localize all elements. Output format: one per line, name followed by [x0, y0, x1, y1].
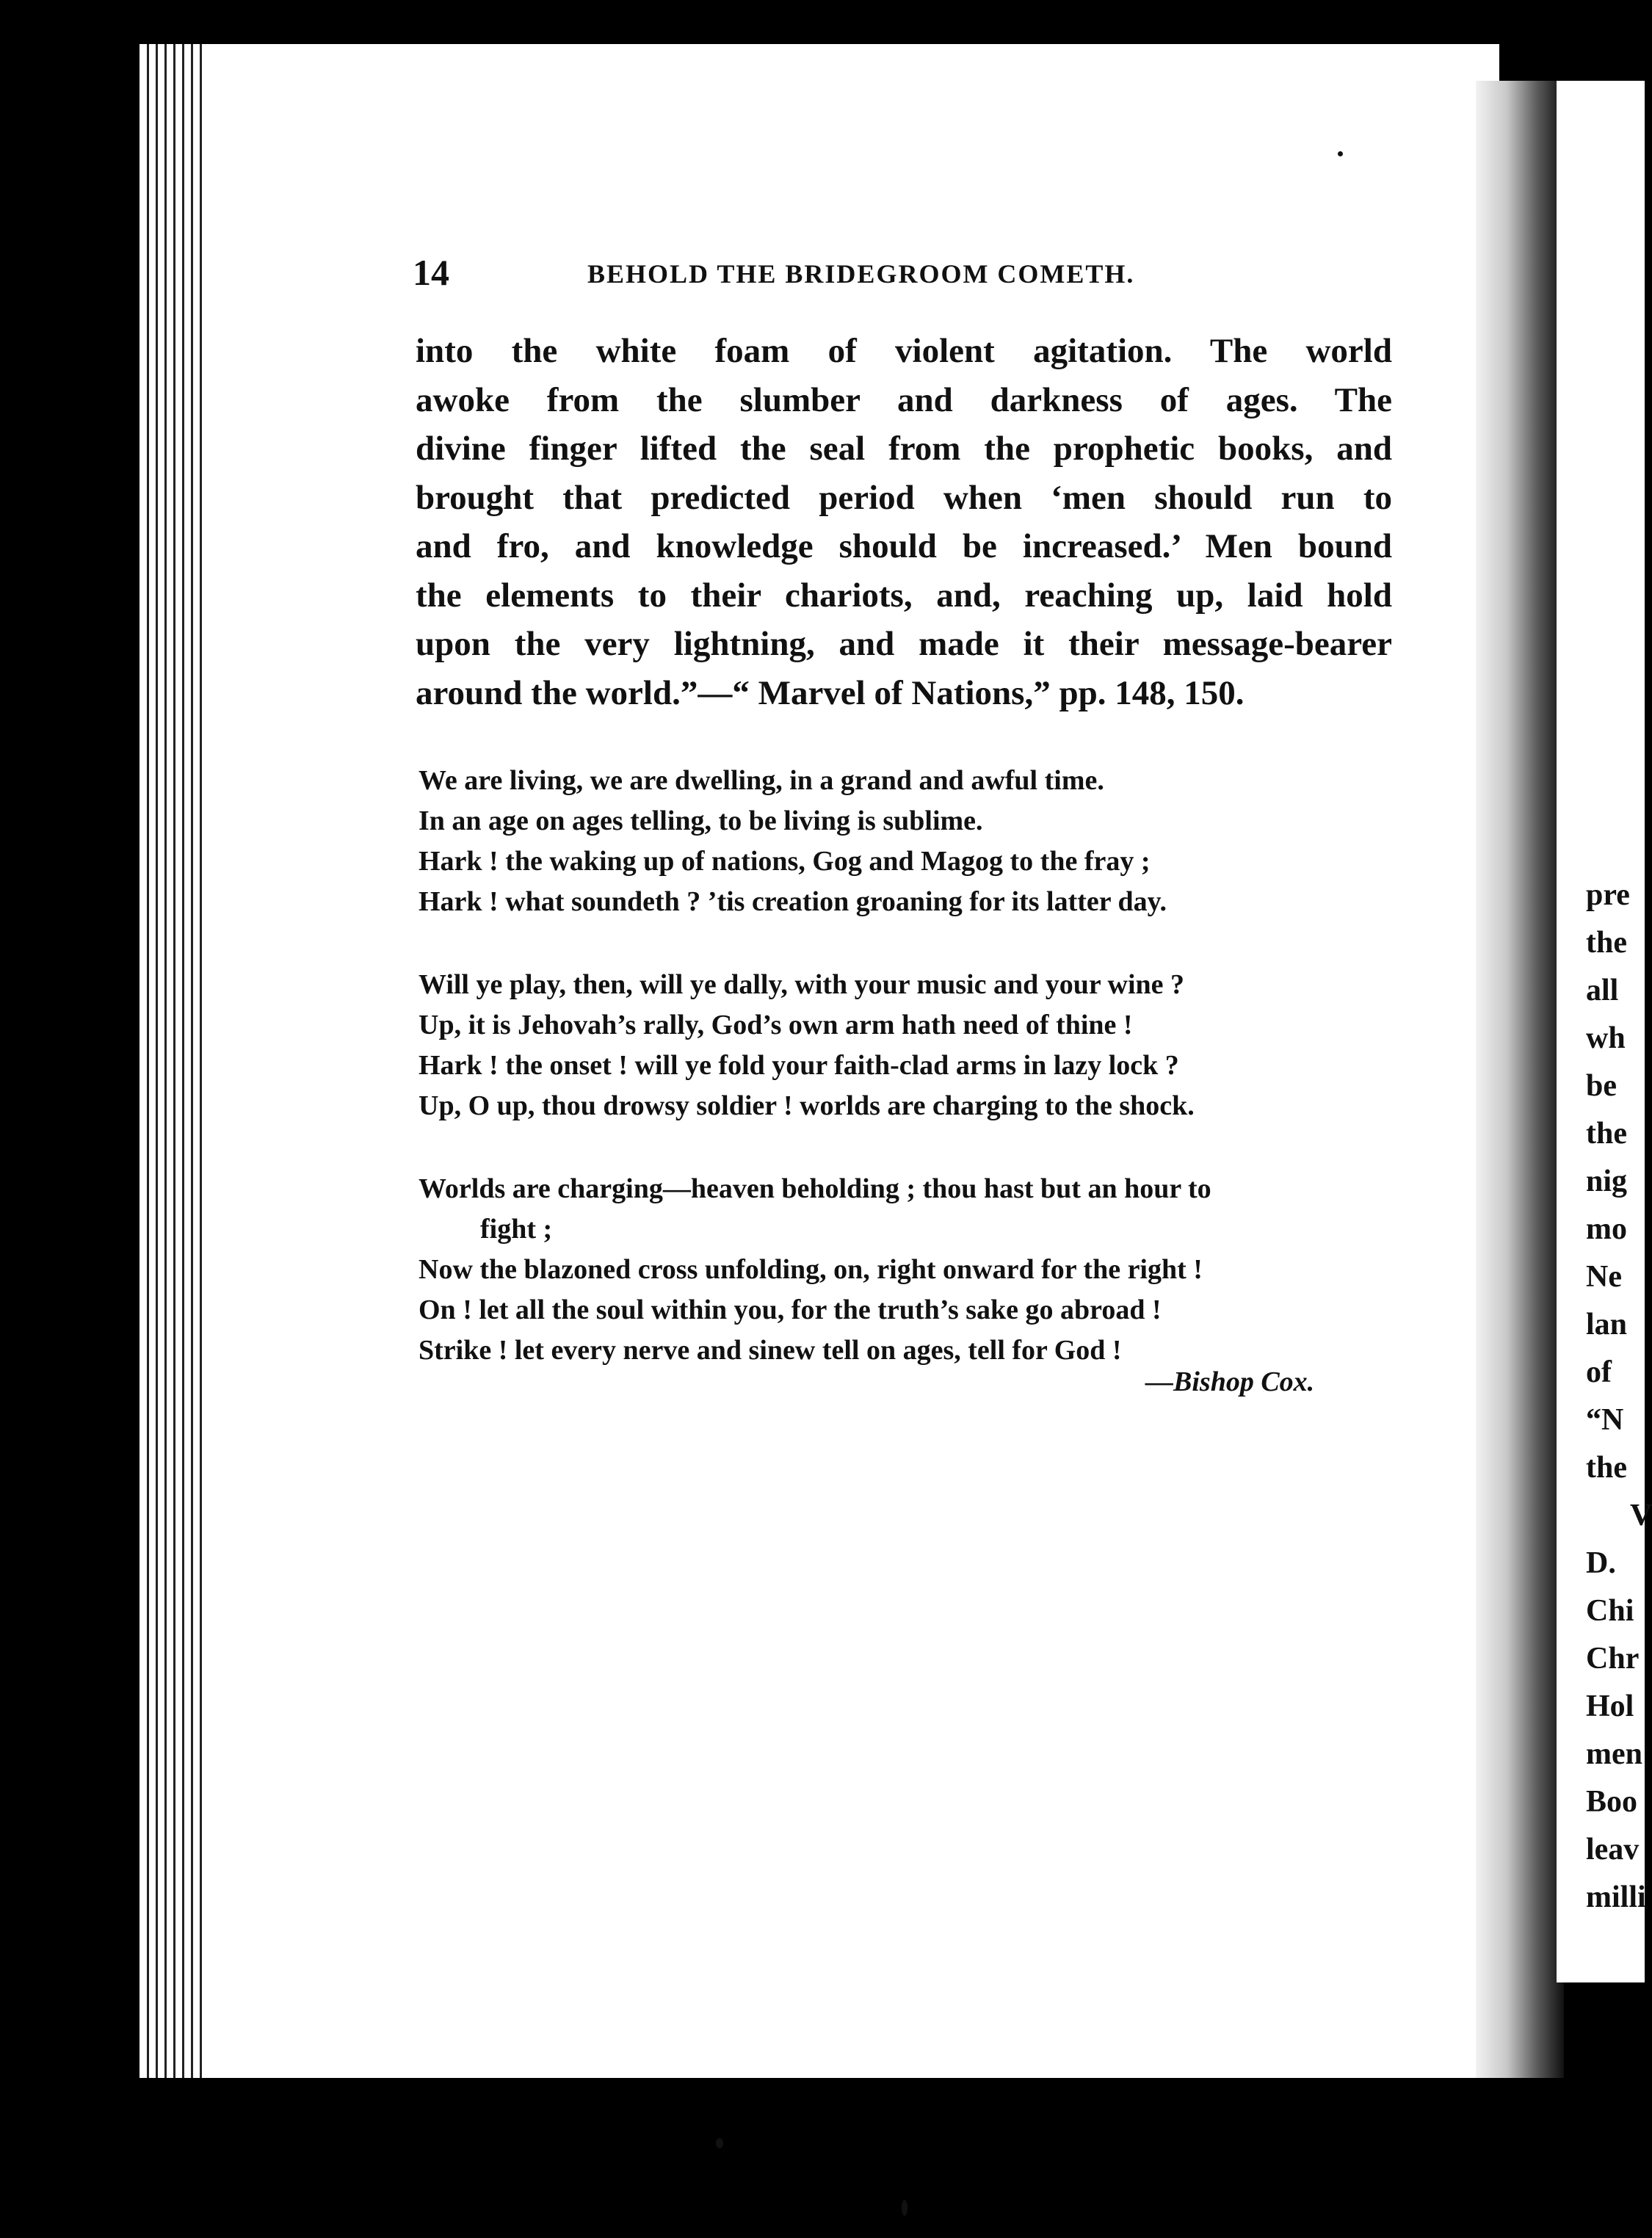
facing-page-word: be — [1586, 1069, 1617, 1103]
poem-line: Now the blazoned cross unfolding, on, right onward for the right ! — [419, 1254, 1203, 1285]
facing-page-word: “N — [1586, 1403, 1624, 1437]
facing-page-word: all — [1586, 974, 1619, 1007]
poem-line: fight ; — [480, 1214, 553, 1245]
facing-page-word: wh — [1586, 1021, 1626, 1055]
poem-line: Strike ! let every nerve and sinew tell on ages, tell for God ! — [419, 1335, 1122, 1366]
poem-line: Worlds are charging—heaven beholding ; thou hast but an hour to — [419, 1173, 1211, 1204]
poem-line: Up, it is Jehovah’s rally, God’s own arm hath need of thine ! — [419, 1010, 1133, 1040]
facing-page-word: men — [1586, 1737, 1642, 1771]
poem-line: Will ye play, then, will ye dally, with your music and your wine ? — [419, 969, 1185, 1000]
facing-page-word: Chi — [1586, 1594, 1634, 1628]
scan-speck — [716, 2138, 723, 2148]
facing-page-word: the — [1586, 1117, 1627, 1151]
facing-page-word: V — [1630, 1499, 1652, 1532]
page-number: 14 — [413, 252, 449, 293]
facing-page-word: nig — [1586, 1165, 1628, 1198]
poem-line: Hark ! what soundeth ? ’tis creation groaning for its latter day. — [419, 886, 1167, 917]
facing-page-fragment — [1557, 81, 1652, 1982]
facing-page-word: of — [1586, 1355, 1612, 1389]
poem-stanza — [419, 761, 1395, 922]
facing-page-word: milli — [1586, 1880, 1646, 1914]
facing-page-word: Ne — [1586, 1260, 1622, 1294]
poem — [419, 761, 1395, 1413]
paragraph-line: around the world.”—“ Marvel of Nations,” pp. 148, 150. — [416, 673, 1245, 712]
paragraph-line: upon the very lightning, and made it their message-bearer — [416, 625, 1392, 663]
scan-speck — [1338, 151, 1343, 156]
poem-line: Hark ! the waking up of nations, Gog and Magog to the fray ; — [419, 846, 1151, 877]
facing-page-word: pre — [1586, 878, 1630, 912]
facing-page-word: mo — [1586, 1212, 1627, 1246]
book-gutter — [1476, 81, 1564, 2078]
facing-page-word: D. — [1586, 1546, 1616, 1580]
paragraph-line: brought that predicted period when ‘men should run to — [416, 478, 1392, 517]
paragraph-line: divine finger lifted the seal from the prophetic books, and — [416, 430, 1392, 468]
facing-page-word: Boo — [1586, 1785, 1638, 1819]
poem-line: On ! let all the soul within you, for the truth’s sake go abroad ! — [419, 1294, 1162, 1325]
poem-line: Hark ! the onset ! will ye fold your faith-clad arms in lazy lock ? — [419, 1050, 1179, 1081]
paragraph-line: into the white foam of violent agitation. The world — [416, 332, 1392, 370]
facing-page-word: the — [1586, 1451, 1627, 1485]
facing-page-word: Hol — [1586, 1690, 1634, 1723]
facing-page-word: lan — [1586, 1308, 1628, 1341]
paragraph-line: awoke from the slumber and darkness of ages. The — [416, 380, 1392, 419]
poem-stanza — [419, 1169, 1395, 1371]
poem-attribution: —Bishop Cox. — [1145, 1366, 1315, 1397]
running-title: BEHOLD THE BRIDEGROOM COMETH. — [587, 259, 1135, 289]
scan-speck — [902, 2200, 907, 2216]
body-paragraph — [416, 327, 1392, 717]
facing-page-word: leav — [1586, 1833, 1640, 1866]
poem-stanza — [419, 965, 1395, 1126]
facing-page-word: Chr — [1586, 1642, 1640, 1676]
paragraph-line: and fro, and knowledge should be increased.’ Men bound — [416, 527, 1392, 565]
paragraph-line: the elements to their chariots, and, reaching up, laid hold — [416, 576, 1392, 615]
poem-line: In an age on ages telling, to be living is sublime. — [419, 805, 983, 836]
poem-line: Up, O up, thou drowsy soldier ! worlds are charging to the shock. — [419, 1090, 1195, 1121]
facing-page-word: the — [1586, 926, 1627, 960]
running-header — [413, 251, 1220, 295]
poem-line: We are living, we are dwelling, in a grand and awful time. — [419, 765, 1104, 796]
